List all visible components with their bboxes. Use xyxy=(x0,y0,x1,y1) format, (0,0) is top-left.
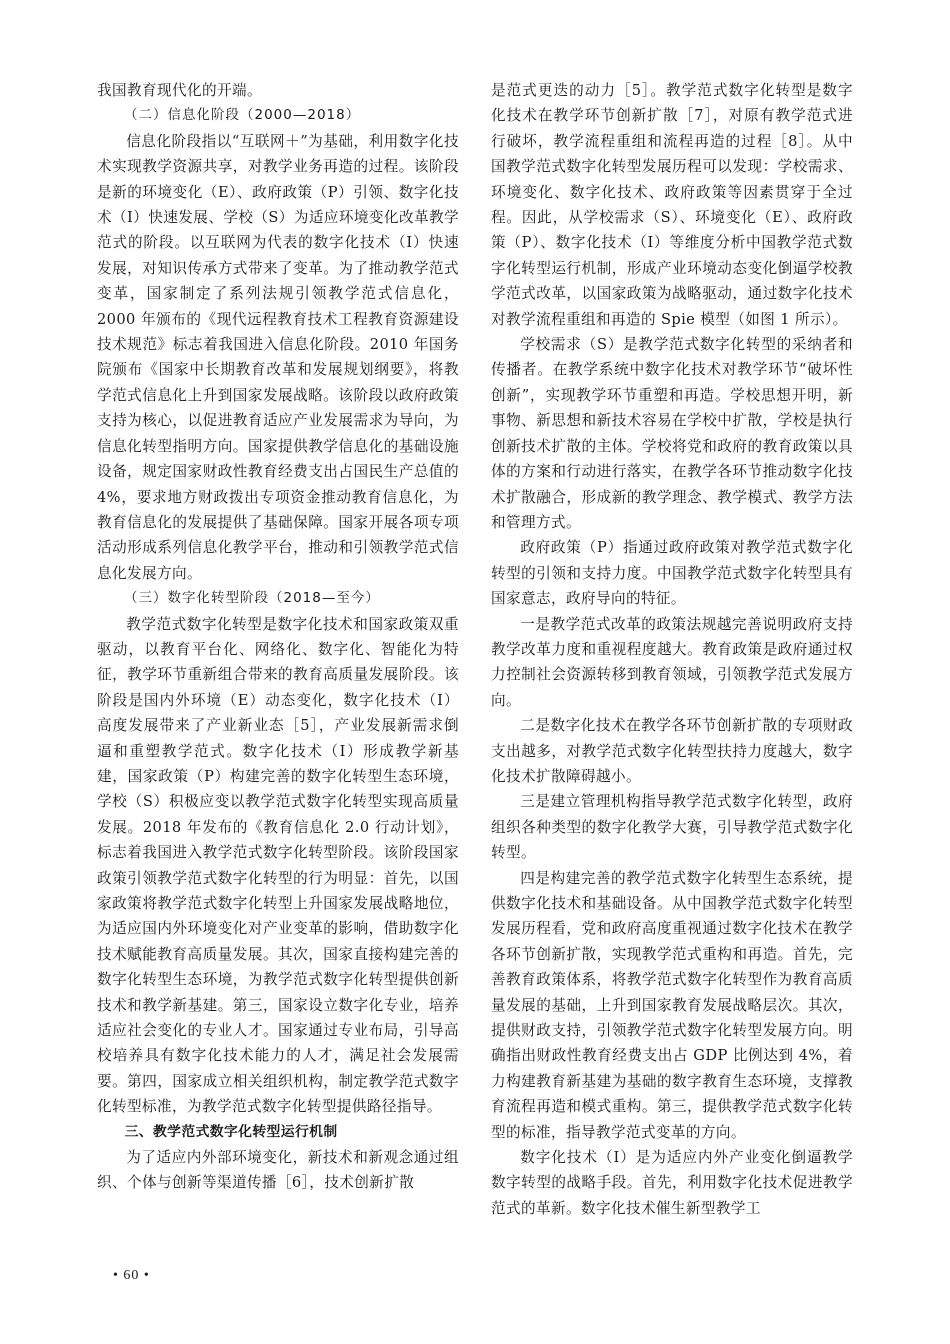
paragraph: 四是构建完善的教学范式数字化转型生态系统，提供数字化技术和基础设备。从中国教学范式数字化转型发展历程看，党和政府高度重视通过数字化技术在教学各环节创新扩散，实现教学范式重构和再造。首先，完善教育政策体系，将教学范式数字化转型作为教育高质量发展的基础，上升到国家教育发展战略层次。其次，提供财政支持，引领教学范式数字化转型发展方向。明确指出财政性教育经费支出占 GDP 比例达到 4%，着力构建教育新基建为基础的数字教育生态环境，支撑教育流程再造和模式重构。第三，提供教学范式数字化转型的标准，指导教学范式变革的方向。 xyxy=(491,869,853,1141)
paragraph: 三是建立管理机构指导教学范式数字化转型，政府组织各种类型的数字化教学大赛，引导教学范式数字化转型。 xyxy=(491,793,853,862)
paragraph: 二是数字化技术在教学各环节创新扩散的专项财政支出越多，对教学范式数字化转型扶持力度越大，数字化技术扩散障碍越小。 xyxy=(491,717,853,785)
paragraph: 教学范式数字化转型是数字化技术和国家政策双重驱动，以教育平台化、网络化、数字化、智能化为特征，教学环节重新组合带来的教育高质量发展阶段。该阶段是国内外环境（E）动态变化，数字化技术（I）高度发展带来了产业新业态［5］，产业发展新需求倒逼和重塑教学范式。数字化技术（I）形成教学新基建，国家政策（P）构建完善的数字化转型生态环境，学校（S）积极应变以教学范式数字化转型实现高质量发展。2018 年发布的《教育信息化 2.0 行动计划》，标志着我国进入教学范式数字化转型阶段。该阶段国家政策引领教学范式数字化转型的行为明显：首先，以国家政策将教学范式数字化转型上升国家发展战略地位，为适应国内外环境变化对产业变革的影响，借助数字化技术赋能教育高质量发展。其次，国家直接构建完善的数字化转型生态环境，为教学范式数字化转型提供创新技术和教学新基建。第三，国家设立数字化专业，培养适应社会变化的专业人才。国家通过专业布局，引导高校培养具有数字化技术能力的人才，满足社会发展需要。第四，国家成立相关组织机构，制定教学范式数字化转型标准，为教学范式数字化转型提供路径指导。 xyxy=(97,615,459,1116)
paragraph: 我国教育现代化的开端。 xyxy=(97,82,262,99)
paragraph: 一是教学范式改革的政策法规越完善说明政府支持教学改革力度和重视程度越大。教育政策是政府通过权力控制社会资源转移到教育领域，引领教学范式发展方向。 xyxy=(491,615,853,709)
paragraph: 为了适应内外部环境变化，新技术和新观念通过组织、个体与创新等渠道传播［6］，技术创新扩散 xyxy=(97,1149,459,1192)
section-heading: 三、教学范式数字化转型运行机制 xyxy=(124,1123,338,1140)
paragraph: 数字化技术（I）是为适应内外产业变化倒逼教学数字转型的战略手段。首先，利用数字化技术促进教学范式的革新。数字化技术催生新型教学工 xyxy=(491,1149,853,1217)
subsection-heading: （二）信息化阶段（2000—2018） xyxy=(124,107,361,124)
subsection-heading: （三）数字化转型阶段（2018—至今） xyxy=(124,590,380,607)
paragraph: 学校需求（S）是教学范式数字化转型的采纳者和传播者。在教学系统中数字化技术对教学环节“破坏性创新”，实现教学环节重塑和再造。学校思想开明，新事物、新思想和新技术容易在学校中扩散，学校是执行创新技术扩散的主体。学校将党和政府的教育政策以具体的方案和行动进行落实，在教学各环节推动数字化技术扩散融合，形成新的教学理念、教学模式、教学方法和管理方式。 xyxy=(491,336,853,531)
paragraph: 信息化阶段指以“互联网＋”为基础，利用数字化技术实现教学资源共享，对教学业务再造的过程。该阶段是新的环境变化（E）、政府政策（P）引领、数字化技术（I）快速发展、学校（S）为适应环境变化改革教学范式的阶段。以互联网为代表的数字化技术（I）快速发展，对知识传承方式带来了变革。为了推动教学范式变革，国家制定了系列法规引领教学范式信息化，2000 年颁布的《现代远程教育技术工程教育资源建设技术规范》标志着我国进入信息化阶段。2010 年国务院颁布《国家中长期教育改革和发展规划纲要》，将教学范式信息化上升到国家发展战略。该阶段以政府政策支持为核心，以促进教育适应产业发展需求为导向，为信息化转型指明方向。国家提供教学信息化的基础设施设备，规定国家财政性教育经费支出占国民生产总值的 4%，要求地方财政拨出专项资金推动教育信息化，为教育信息化的发展提供了基础保障。国家开展各项专项活动形成系列信息化教学平台，推动和引领教学范式信息化发展方向。 xyxy=(97,132,459,582)
left-column xyxy=(97,78,459,1196)
paragraph: 政府政策（P）指通过政府政策对教学范式数字化转型的引领和支持力度。中国教学范式数字化转型具有国家意志，政府导向的特征。 xyxy=(491,539,853,608)
right-column xyxy=(491,78,853,1221)
page-number: • 60 • xyxy=(113,1268,150,1283)
paragraph: 是范式更迭的动力［5］。教学范式数字化转型是数字化技术在教学环节创新扩散［7］，对原有教学范式进行破坏，教学流程重组和流程再造的过程［8］。从中国教学范式数字化转型发展历程可以发现：学校需求、环境变化、数字化技术、政府政策等因素贯穿于全过程。因此，从学校需求（S）、环境变化（E）、政府政策（P）、数字化技术（I）等维度分析中国教学范式数字化转型运行机制，形成产业环境动态变化倒逼学校教学范式改革，以国家政策为战略驱动，通过数字化技术对教学流程重组和再造的 Spie 模型（如图 1 所示）。 xyxy=(491,82,853,328)
